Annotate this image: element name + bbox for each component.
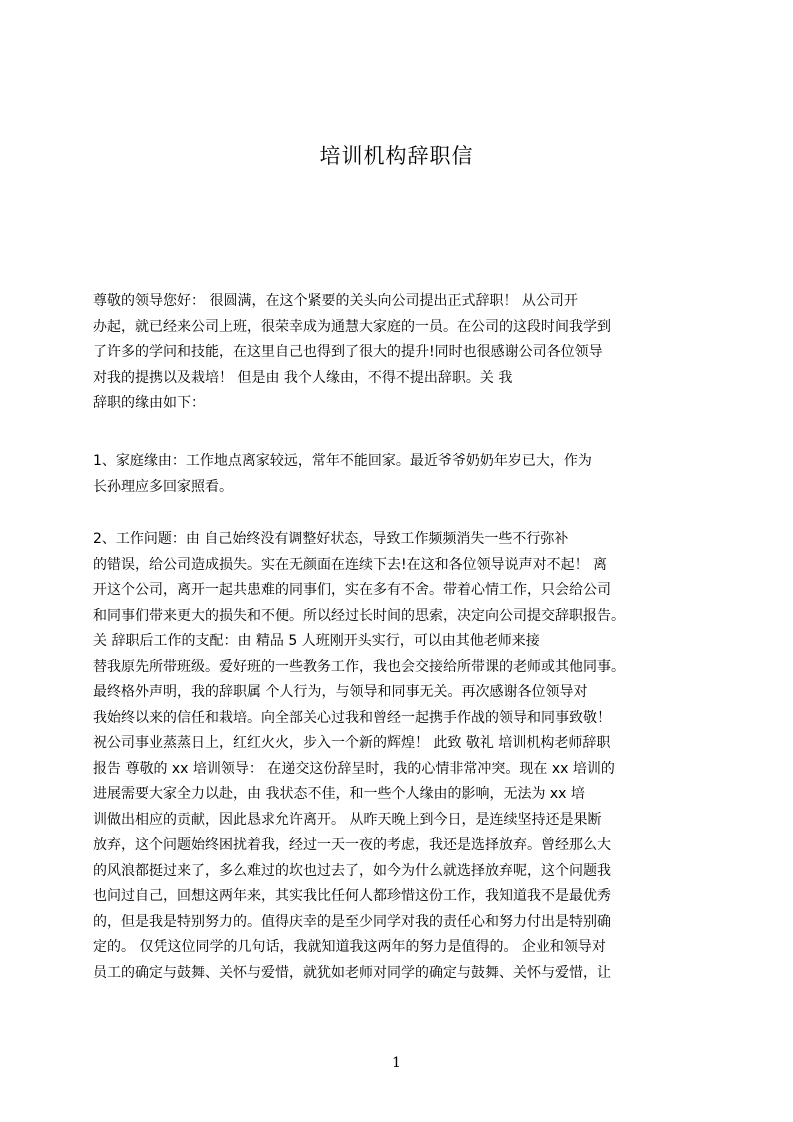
- text-line: 对我的提携以及栽培！ 但是由 我个人缘由，不得不提出辞职。关 我: [93, 369, 513, 386]
- text-line: 定的。 仅凭这位同学的几句话，我就知道我这两年的努力是值得的。 企业和领导对: [93, 939, 606, 955]
- text-line: 训做出相应的贡献，因此恳求允许离开。 从昨天晚上到今日，是连续坚持还是果断: [93, 811, 602, 828]
- text-line: 放弃，这个问题始终困扰着我，经过一天一夜的考虑，我还是选择放弃。曾经那么大: [93, 837, 611, 853]
- text-line: 的，但是我是特别努力的。值得庆幸的是至少同学对我的责任心和努力付出是特别确: [93, 913, 611, 930]
- page-number: 1: [392, 1055, 401, 1071]
- text-line: 辞职的缘由如下：: [93, 395, 205, 411]
- text-line: 我始终以来的信任和栽培。向全部关心过我和曾经一起携手作战的领导和同事致敬！: [93, 709, 611, 726]
- text-line: 替我原先所带班级。爱好班的一些教务工作，我也会交接给所带课的老师或其他同事。: [93, 658, 625, 675]
- text-line: 进展需要大家全力以赴，由 我状态不佳，和一些个人缘由的影响，无法为 xx 培: [93, 786, 585, 802]
- paragraph-greeting: [93, 289, 705, 417]
- text-line: 的风浪都挺过来了，多么难过的坎也过去了，如今为什么就选择放弃呢，这个问题我: [93, 862, 611, 879]
- text-line: 和同事们带来更大的损失和不便。所以经过长时间的思索，决定向公司提交辞职报告。: [93, 607, 625, 624]
- text-line: 1、家庭缘由：工作地点离家较远，常年不能回家。最近爷爷奶奶年岁已大，作为: [93, 453, 592, 469]
- text-line: 2、工作问题：由 自己始终没有调整好状态，导致工作频频消失一些不行弥补: [93, 531, 569, 547]
- text-line: 办起，就已经来公司上班，很荣幸成为通慧大家庭的一员。在公司的这段时间我学到: [93, 318, 611, 335]
- text-line: 也问过自己，回想这两年来，其实我比任何人都珍惜这份工作，我知道我不是最优秀: [93, 888, 611, 904]
- text-line: 关 辞职后工作的支配：由 精品 5 人班刚开头实行，可以由其他老师来接: [93, 633, 540, 649]
- text-line: 开这个公司，离开一起共患难的同事们，实在多有不舍。带着心情工作，只会给公司: [93, 582, 611, 598]
- document-title: 培训机构辞职信: [319, 144, 474, 168]
- paragraph-family-reason: [93, 449, 705, 500]
- text-line: 了许多的学问和技能，在这里自己也得到了很大的提升!同时也很感谢公司各位领导: [93, 344, 603, 360]
- text-line: 最终格外声明，我的辞职属 个人行为，与领导和同事无关。再次感谢各位领导对: [93, 684, 588, 700]
- text-line: 报告 尊敬的 xx 培训领导： 在递交这份辞呈时，我的心情非常冲突。现在 xx 培训的: [93, 760, 615, 777]
- text-line: 长孙理应多回家照看。: [93, 478, 233, 495]
- paragraph-work-reason: [93, 527, 705, 986]
- text-line: 祝公司事业蒸蒸日上，红红火火，步入一个新的辉煌！ 此致 敬礼 培训机构老师辞职: [93, 735, 611, 751]
- text-line: 员工的确定与鼓舞、关怀与爱惜，就犹如老师对同学的确定与鼓舞、关怀与爱惜，让: [93, 964, 611, 981]
- text-line: 尊敬的领导您好： 很圆满，在这个紧要的关头向公司提出正式辞职！ 从公司开: [93, 293, 578, 309]
- text-line: 的错误，给公司造成损失。实在无颜面在连续下去!在这和各位领导说声对不起！ 离: [93, 556, 608, 573]
